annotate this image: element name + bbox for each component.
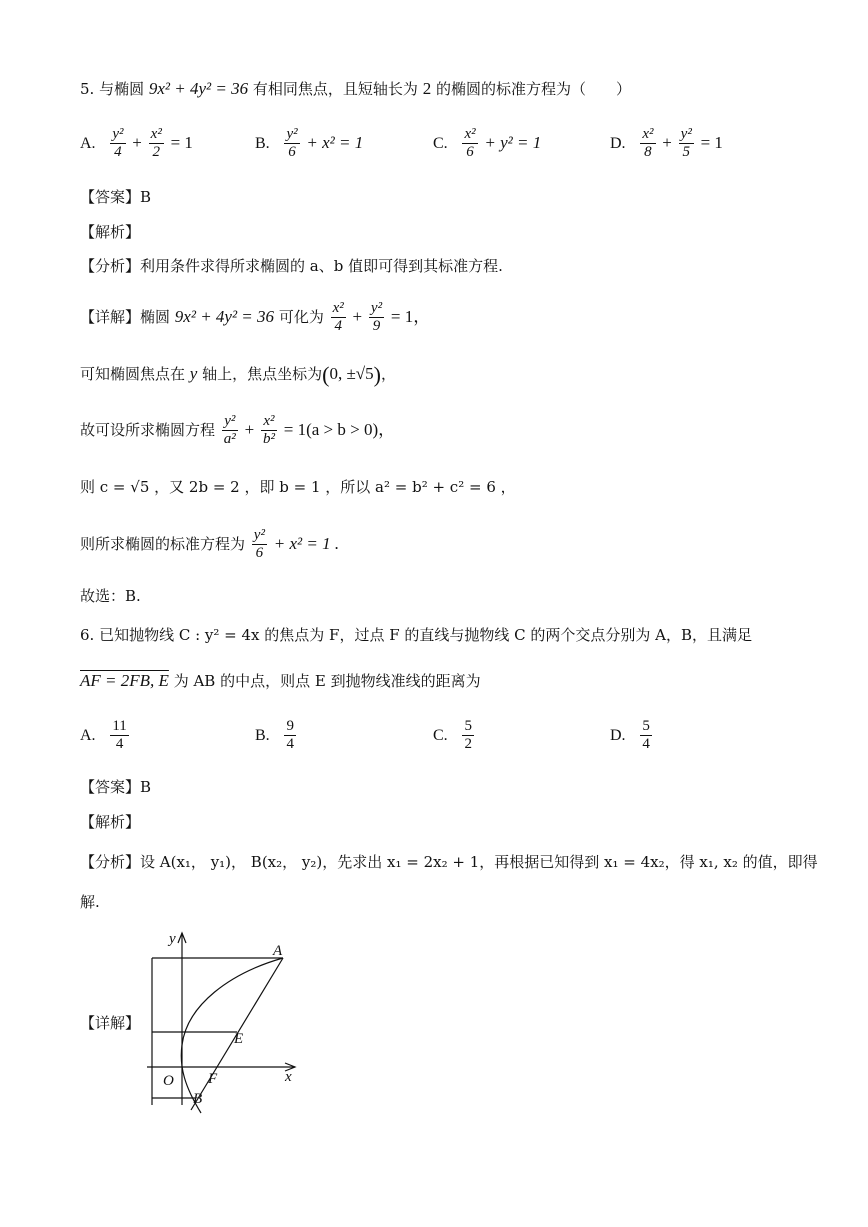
q5-stem-text-b: 有相同焦点，且短轴长为: [252, 80, 418, 98]
q6-option-b: B. $\frac{9}{4}$: [255, 718, 294, 753]
q5-option-d: D. $\frac{\text{x²}}{8}$ + $\frac{\text{y²}}{5}$ = 1: [610, 126, 723, 161]
fraction: $\frac{5}{2}$: [464, 718, 472, 753]
q5-fenxi: 【分析】利用条件求得所求椭圆的 a、b 值即可得到其标准方程.: [80, 257, 503, 275]
q5-stem-text-c: 的椭圆的标准方程为（ ）: [435, 80, 631, 98]
q5-xiangjie-line3: 故可设所求椭圆方程 $\frac{\text{y²}}{\text{a²}}$ + $\frac{\text{x²}}{\text{b²}}$ = 1(a > b > 0)，: [80, 413, 396, 448]
fraction: $\frac{11}{4}$: [112, 718, 127, 753]
q6-option-a: A. $\frac{11}{4}$: [80, 718, 127, 753]
q5-option-a: A. $\frac{\text{y²}}{4}$ + $\frac{\text{x²}}{2}$ = 1: [80, 126, 193, 161]
option-label: D.: [610, 134, 626, 152]
parabola-curve: [181, 958, 283, 1113]
q5-answer: 【答案】B: [80, 188, 152, 206]
q6-stem-line2: AF = 2FB, E 为 AB 的中点，则点 E 到抛物线准线的距离为: [80, 671, 481, 690]
label-a: A: [273, 943, 283, 959]
q6-vector-expression: AF = 2FB, E: [80, 671, 169, 690]
fraction: $\frac{\text{y²}}{5}$: [680, 126, 692, 161]
q5-stem-number: 2: [422, 79, 432, 98]
q6-fenxi-line2: 解.: [80, 893, 100, 911]
label-b: B: [193, 1091, 203, 1107]
q6-analysis-heading: 【解析】: [80, 813, 141, 831]
option-label: A.: [80, 134, 96, 152]
q6-stem-line1: 6. 已知抛物线 C : y² = 4x 的焦点为 F，过点 F 的直线与抛物线 C 的两个交点分别为 A，B，且满足: [80, 626, 753, 644]
label-y: y: [169, 931, 176, 947]
q5-stem-text-a: 5. 与椭圆: [80, 80, 145, 98]
q6-option-d: D. $\frac{5}{4}$: [610, 718, 650, 753]
label-f: F: [208, 1071, 218, 1087]
label-x: x: [285, 1069, 292, 1085]
fraction: $\frac{\text{y²}}{\text{a²}}$: [223, 413, 236, 448]
fraction: $\frac{\text{x²}}{\text{b²}}$: [262, 413, 275, 448]
label-e: E: [234, 1031, 244, 1047]
q6-option-c: C. $\frac{5}{2}$: [433, 718, 472, 753]
q5-xiangjie-line1: 【详解】椭圆 9x² + 4y² = 36 可化为 $\frac{\text{x²}}{4}$ + $\frac{\text{y²}}{9}$ = 1，: [80, 300, 431, 335]
fraction: $\frac{\text{x²}}{6}$: [464, 126, 476, 161]
q6-xiangjie: 【详解】: [80, 1014, 141, 1032]
fraction: $\frac{\text{x²}}{4}$: [332, 300, 344, 335]
fraction: $\frac{\text{y²}}{6}$: [253, 527, 265, 562]
option-label: B.: [255, 134, 270, 152]
q6-fenxi-line1: 【分析】设 A(x₁， y₁)， B(x₂， y₂)，先求出 x₁ = 2x₂ + 1，再根据已知得到 x₁ = 4x₂，得 x₁, x₂ 的值，即得: [80, 853, 818, 871]
fraction: $\frac{\text{y²}}{6}$: [286, 126, 298, 161]
q5-stem-equation: 9x² + 4y² = 36: [148, 79, 249, 98]
parabola-figure: [135, 925, 310, 1115]
fraction: $\frac{\text{y²}}{4}$: [112, 126, 124, 161]
label-o: O: [163, 1073, 174, 1089]
fraction: $\frac{\text{x²}}{8}$: [642, 126, 654, 161]
option-label: C.: [433, 134, 448, 152]
fraction: $\frac{\text{y²}}{9}$: [370, 300, 383, 335]
fraction: $\frac{9}{4}$: [286, 718, 294, 753]
q5-stem: [80, 80, 631, 97]
q5-conclusion: 故选：B.: [80, 587, 141, 605]
q6-answer: 【答案】B: [80, 778, 152, 796]
q5-xiangjie-line2: 可知椭圆焦点在 y 轴上，焦点坐标为(0, ±√5)，: [80, 362, 396, 387]
q5-xiangjie-line5: 则所求椭圆的标准方程为 $\frac{\text{y²}}{6}$ + x² = 1 .: [80, 527, 340, 562]
fraction: $\frac{\text{x²}}{2}$: [150, 126, 162, 161]
q5-option-c: C. $\frac{\text{x²}}{6}$ + y² = 1: [433, 126, 542, 161]
q5-analysis-heading: 【解析】: [80, 223, 141, 241]
q5-xiangjie-line4: 则 c = √5 ，又 2b = 2 ，即 b = 1 ，所以 a² = b² + c² = 6 ，: [80, 478, 516, 496]
q5-option-b: B. $\frac{\text{y²}}{6}$ + x² = 1: [255, 126, 364, 161]
fraction: $\frac{5}{4}$: [642, 718, 650, 753]
